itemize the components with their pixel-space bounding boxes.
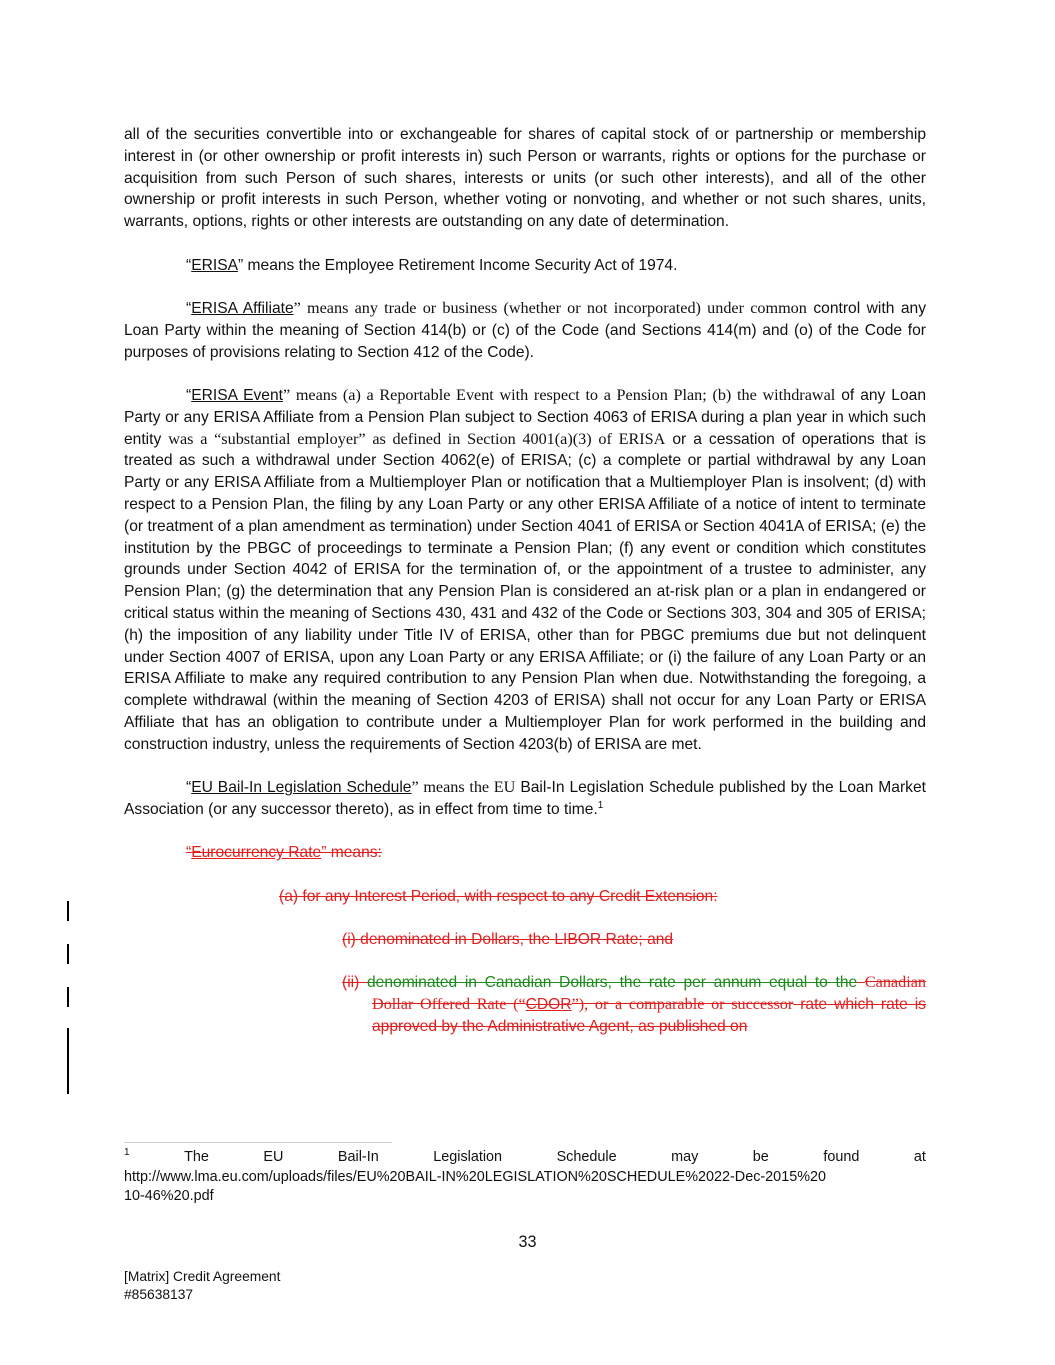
footnote-word: EU [263,1149,284,1165]
definition-erisa-affiliate [124,298,926,363]
list-item-text: rate which rate is approved by the Administrative Agent, as published on [372,996,926,1036]
list-item-text: (a) for any Interest Period, with respect to any Credit Extension: [279,887,718,905]
change-bar [67,987,69,1007]
definition-text: ” means any trade or business (whether or not incorporated) under common [293,298,807,317]
definition-text: was a “substantial employer” as defined in Section 4001(a)(3) of ERISA [168,429,666,448]
list-item-text: (i) denominated in Dollars, the LIBOR Rate; and [342,931,674,949]
footnote-word: Schedule [556,1149,617,1165]
paragraph-securities [124,124,926,233]
footnote-word: Legislation [433,1149,503,1165]
open-quote: “ [186,779,192,797]
deleted-item-i [124,929,926,951]
defined-term: ERISA Affiliate [191,299,294,317]
change-bar [67,901,69,921]
footnote-reference[interactable]: 1 [597,799,604,811]
definition-erisa [124,255,926,277]
page-number: 33 [518,1233,537,1251]
definition-erisa-event [124,385,926,756]
document-footer [124,1268,280,1305]
inserted-text: denominated in Canadian Dollars, the rate per annum equal to the [367,974,858,992]
change-bar [67,1028,69,1094]
list-item-text: Canadian Dollar Offered Rate (“ [372,973,926,1014]
definition-text: Bail-In Legislation Schedule published by the Loan Market Association (or any successor thereto), as in effect from time to time. [124,779,926,818]
footnote [124,1148,926,1207]
list-item-label: (ii) [342,974,360,992]
footnote-word: at [913,1149,926,1165]
definition-text: of any Loan Party or any ERISA Affiliate from a Pension Plan subject to Section 4063 of ERISA during a plan year in which such entity [124,386,926,448]
deleted-definition-eurocurrency [124,842,926,864]
paragraph-text: all of the securities convertible into or exchangeable for shares of capital stock of or partnership or membership interest in (or other ownership or profit interests in) such Person or warrants, rights or options for the purchase or acquisition from such Person of such shares, interests or units (or such other interests), and all of the other ownership or profit interests in such Person, whether voting or nonvoting, and whether or not such shares, units, warrants, options, rights or other interests are outstanding on any date of determination. [124,126,926,231]
footnote-word [124,1148,130,1168]
change-bar [67,944,69,964]
definition-text: control with any Loan Party within the meaning of Section 414(b) or (c) of the Code (and Sections 414(m) and (o) of the Code for purposes of provisions relating to Section 412 of the Code). [124,299,927,361]
definition-text: ” means (a) a Reportable Event with respect to a Pension Plan; (b) the withdrawal [282,385,836,404]
defined-term: CDOR [525,996,572,1014]
open-quote: “ [186,256,192,274]
definition-text: or a cessation of operations that is treated as such a withdrawal under Section 4062(e) of ERISA; (c) a complete or partial withdrawal by any Loan Party or any ERISA Affiliate from a Multiemployer Plan or notification that a Multiemployer Plan is insolvent; (d) with respect to a Pension Plan, the filing by any Loan Party or any other ERISA Affiliate of a notice of intent to terminate (or treatment of a plan amendment as termination) under Section 4041 of ERISA or Section 4041A of ERISA; (e) the institution by the PBGC of proceedings to terminate a Pension Plan; (f) any event or condition which constitutes grounds under Section 4042 of ERISA for the termination of, or the appointment of a trustee to administer, any Pension Plan; (g) the determination that any Pension Plan is considered an at-risk plan or a plan in endangered or critical status within the meaning of Sections 430, 431 and 432 of the Code or Sections 303, 304 and 305 of ERISA; (h) the imposition of any liability under Title IV of ERISA, other than for PBGC premiums due but not delinquent under Section 4007 of ERISA, upon any Loan Party or any ERISA Affiliate; or (i) the failure of any Loan Party or an ERISA Affiliate to make any required contribution to any Pension Plan when due. Notwithstanding the foregoing, a complete withdrawal (within the meaning of Section 4203 of ERISA) shall not occur for any Loan Party or ERISA Affiliate that has an obligation to contribute under a Multiemployer Plan for work performed in the building and construction industry, unless the requirements of Section 4203(b) of ERISA are met. [124,430,926,753]
footnote-url-continued[interactable]: 10-46%20.pdf [124,1188,214,1205]
footnote-line [124,1148,926,1168]
deleted-item-a [124,886,926,908]
footnote-word: Bail-In [337,1149,379,1165]
list-item-text: ”), or a comparable or successor [571,995,794,1014]
footnote-number: 1 [124,1147,130,1159]
definition-text: ” means the EU [411,778,516,797]
deleted-item-ii [124,972,926,1037]
open-quote: “ [186,844,192,862]
open-quote: “ [186,299,192,317]
footnote-word: found [823,1149,860,1165]
definition-text: ” means the Employee Retirement Income Security Act of 1974. [238,256,678,274]
footnote-word: be [752,1149,769,1165]
defined-term: EU Bail-In Legislation Schedule [191,779,412,797]
definition-eu-bail-in [124,777,926,821]
open-quote: “ [186,386,192,404]
footnote-word: The [184,1149,209,1165]
footnote-separator [124,1142,392,1143]
defined-term: ERISA Event [191,386,283,404]
definition-text: ” means: [321,844,382,862]
document-body [124,124,926,1038]
footer-title: [Matrix] Credit Agreement [124,1269,281,1284]
defined-term: ERISA [191,256,238,274]
defined-term: Eurocurrency Rate [191,844,322,862]
footer-doc-id: #85638137 [124,1287,194,1303]
footnote-url[interactable]: http://www.lma.eu.com/uploads/files/EU%20BAIL-IN%20LEGISLATION%20SCHEDULE%2022-Dec-2015%20 [124,1168,826,1185]
footnote-word: may [671,1149,699,1165]
